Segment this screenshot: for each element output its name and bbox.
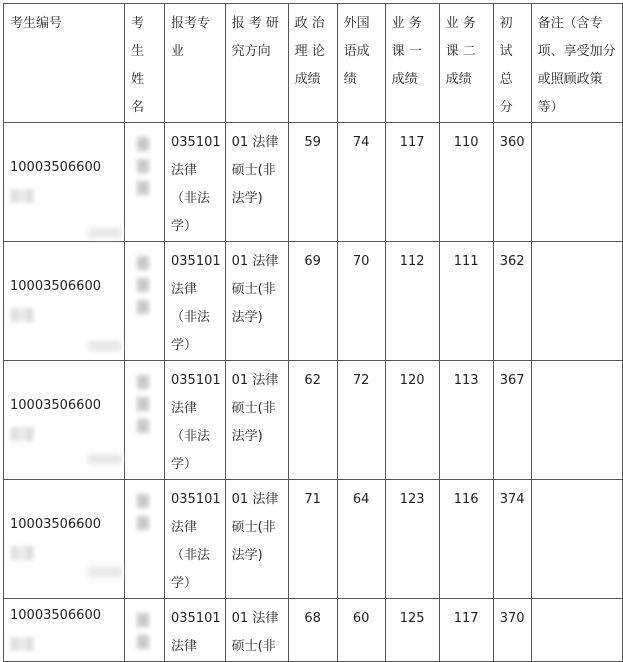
candidate-id-cell: 10003506600 — [4, 361, 125, 480]
major-cell: 035101 法律（非法学） — [165, 361, 226, 480]
redacted-id-suffix — [11, 637, 33, 651]
course2-score-cell: 117 — [439, 599, 493, 662]
admissions-score-table — [3, 3, 623, 662]
course2-score-cell: 113 — [439, 361, 493, 480]
candidate-id-cell: 10003506600 — [4, 123, 125, 242]
redacted-id-suffix — [11, 189, 33, 203]
foreign-score-cell: 70 — [337, 242, 385, 361]
remarks-cell — [531, 123, 622, 242]
direction-cell: 01 法律硕士(非法学) — [225, 123, 288, 242]
candidate-name-cell-redacted — [125, 599, 165, 662]
politics-score-cell: 71 — [288, 480, 337, 599]
major-cell: 035101 法律（非法学） — [165, 242, 226, 361]
course2-score-cell: 110 — [439, 123, 493, 242]
candidate-name-cell-redacted — [125, 242, 165, 361]
candidate-id-cell: 10003506600 — [4, 599, 125, 662]
redacted-id-suffix — [11, 546, 33, 560]
candidate-name-cell-redacted — [125, 361, 165, 480]
header-course1-score: 业 务 课 一成绩 — [385, 4, 439, 123]
course1-score-cell: 120 — [385, 361, 439, 480]
candidate-name-cell-redacted — [125, 123, 165, 242]
course2-score-cell: 116 — [439, 480, 493, 599]
table-row — [4, 123, 623, 242]
major-cell: 035101 法律（非法学） — [165, 480, 226, 599]
course1-score-cell: 117 — [385, 123, 439, 242]
direction-cell: 01 法律硕士(非法学) — [225, 242, 288, 361]
politics-score-cell: 62 — [288, 361, 337, 480]
header-total-score: 初试总分 — [493, 4, 531, 123]
total-score-cell: 362 — [493, 242, 531, 361]
redaction-smudge — [88, 567, 122, 577]
direction-cell: 01 法律硕士(非法学) — [225, 361, 288, 480]
header-major: 报考专业 — [165, 4, 226, 123]
remarks-cell — [531, 361, 622, 480]
table-row — [4, 480, 623, 599]
header-row — [4, 4, 623, 123]
remarks-cell — [531, 599, 622, 662]
redacted-id-suffix — [11, 427, 33, 441]
header-research-direction: 报 考 研 究方向 — [225, 4, 288, 123]
total-score-cell: 374 — [493, 480, 531, 599]
course1-score-cell: 123 — [385, 480, 439, 599]
redaction-smudge — [88, 454, 122, 464]
remarks-cell — [531, 242, 622, 361]
foreign-score-cell: 60 — [337, 599, 385, 662]
header-candidate-id: 考生编号 — [4, 4, 125, 123]
candidate-id-cell: 10003506600 — [4, 480, 125, 599]
redacted-id-suffix — [11, 308, 33, 322]
total-score-cell: 370 — [493, 599, 531, 662]
candidate-name-cell-redacted — [125, 480, 165, 599]
politics-score-cell: 69 — [288, 242, 337, 361]
header-candidate-name: 考生姓名 — [125, 4, 165, 123]
total-score-cell: 360 — [493, 123, 531, 242]
major-cell: 035101 法律 — [165, 599, 226, 662]
header-course2-score: 业 务 课 二成绩 — [439, 4, 493, 123]
course2-score-cell: 111 — [439, 242, 493, 361]
remarks-cell — [531, 480, 622, 599]
direction-cell: 01 法律硕士(非 — [225, 599, 288, 662]
total-score-cell: 367 — [493, 361, 531, 480]
foreign-score-cell: 72 — [337, 361, 385, 480]
header-politics-score: 政 治 理 论 成绩 — [288, 4, 337, 123]
header-foreign-language-score: 外国语成绩 — [337, 4, 385, 123]
politics-score-cell: 68 — [288, 599, 337, 662]
course1-score-cell: 125 — [385, 599, 439, 662]
course1-score-cell: 112 — [385, 242, 439, 361]
candidate-id-cell: 10003506600 — [4, 242, 125, 361]
redaction-smudge — [88, 341, 122, 351]
table-row — [4, 599, 623, 662]
direction-cell: 01 法律硕士(非法学) — [225, 480, 288, 599]
major-cell: 035101 法律（非法学） — [165, 123, 226, 242]
redaction-smudge — [88, 228, 122, 238]
foreign-score-cell: 74 — [337, 123, 385, 242]
foreign-score-cell: 64 — [337, 480, 385, 599]
header-remarks: 备注（含专项、享受加分或照顾政策等） — [531, 4, 622, 123]
politics-score-cell: 59 — [288, 123, 337, 242]
